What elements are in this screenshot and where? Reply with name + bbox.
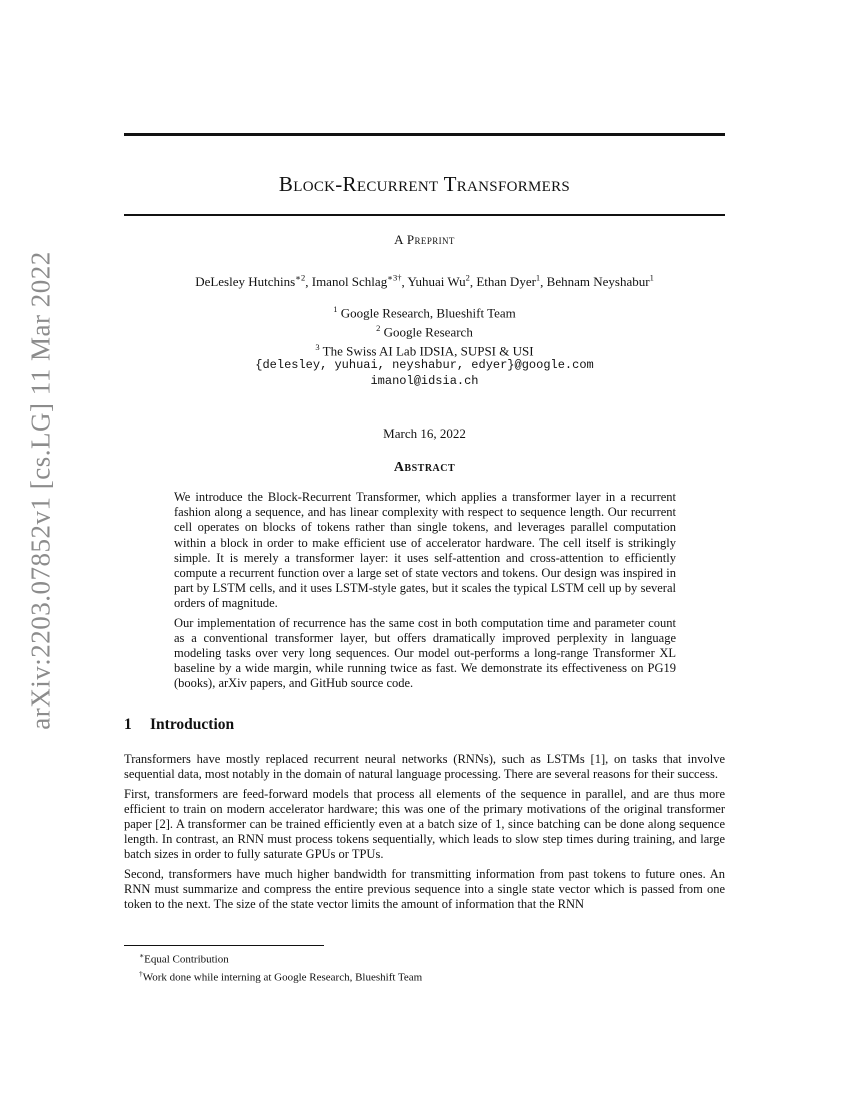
paper-date: March 16, 2022 (383, 426, 466, 441)
abstract-heading: Abstract (393, 460, 456, 475)
affiliation: $^1$ Google Research, Blueshift Team (333, 304, 516, 321)
email: {delesley, yuhuai, neyshabur, edyer}@google.com (255, 358, 594, 373)
preprint-label: A Preprint (394, 232, 455, 247)
arxiv-identifier: arXiv:2203.07852v1 [cs.LG] 11 Mar 2022 (25, 250, 56, 730)
section-number: 1 (124, 716, 132, 733)
author-list: DeLesley Hutchins$^{∗2}$, Imanol Schlag$^{∗3\dagger}$, Yuhuai Wu$^2$, Ethan Dyer$^1$, Behnam Neyshabur$^1$ (195, 273, 654, 290)
introduction-body (124, 752, 725, 917)
abstract-paragraph: We introduce the Block-Recurrent Transformer, which applies a transformer layer in a recurrent fashion along a sequence, and has linear complexity with respect to sequence length. Our recurrent cell operates on blocks of tokens rather than single tokens, and leverages parallel computation within a block in order to make efficient use of accelerator hardware. The cell itself is strikingly simple. It is merely a transformer layer: it uses self-attention and cross-attention to efficiently compute a recurrent function over a large set of state vectors and tokens. Our design was inspired in part by LSTM cells, and it uses LSTM-style gates, but it scales the typical LSTM cell up by several orders of magnitude. (174, 490, 676, 611)
affiliation: $^3$ The Swiss AI Lab IDSIA, SUPSI & USI (315, 341, 534, 358)
footnote-rule (124, 945, 324, 946)
footnote: †Work done while interning at Google Research, Blueshift Team (139, 968, 423, 984)
author: Imanol Schlag$^{∗3\dagger}$ (311, 273, 402, 290)
author: Ethan Dyer$^1$ (476, 273, 541, 290)
author: Behnam Neyshabur$^1$ (546, 273, 654, 290)
paper-title: Block-Recurrent Transformers (278, 172, 571, 196)
arxiv-side-stamp (18, 250, 64, 730)
body-paragraph: First, transformers are feed-forward models that process all elements of the sequence in parallel, and are thus more efficient to train on modern accelerator hardware; this was one of the primary motivations of the original transformer paper [2]. A transformer can be trained efficiently even at a batch size of 1, since batching can be done along sequence length. In contrast, an RNN must process tokens sequentially, which leads to slow step times during training, and large batch sizes in order to fully saturate GPUs or TPUs. (124, 787, 725, 861)
affiliations (124, 302, 725, 389)
author: Yuhuai Wu$^2$ (407, 273, 470, 290)
title-top-rule (124, 133, 725, 136)
section-heading (124, 716, 234, 734)
section-title: Introduction (150, 716, 235, 733)
email: imanol@idsia.ch (370, 373, 479, 388)
body-paragraph: Transformers have mostly replaced recurrent neural networks (RNNs), such as LSTMs [1], on tasks that involve sequential data, most notably in the domain of natural language processing. There are several reasons for their success. (124, 752, 725, 781)
footnotes (139, 949, 422, 984)
affiliation: $^2$ Google Research (376, 322, 473, 340)
author: DeLesley Hutchins$^{∗2}$ (195, 273, 306, 290)
body-paragraph: Second, transformers have much higher bandwidth for transmitting information from past tokens to future ones. An RNN must summarize and compress the entire previous sequence into a single state vector which is passed from one token to the next. The size of the state vector limits the amount of information that the RNN (124, 867, 725, 911)
abstract-body (174, 490, 676, 696)
title-bottom-rule (124, 214, 725, 216)
footnote: ∗Equal Contribution (139, 951, 229, 966)
abstract-paragraph: Our implementation of recurrence has the same cost in both computation time and parameter count as a conventional transformer layer, but offers dramatically improved perplexity in language modeling tasks over very long sequences. Our model out-performs a long-range Transformer XL baseline by a wide margin, while running twice as fast. We demonstrate its effectiveness on PG19 (books), arXiv papers, and GitHub source code. (174, 615, 676, 691)
